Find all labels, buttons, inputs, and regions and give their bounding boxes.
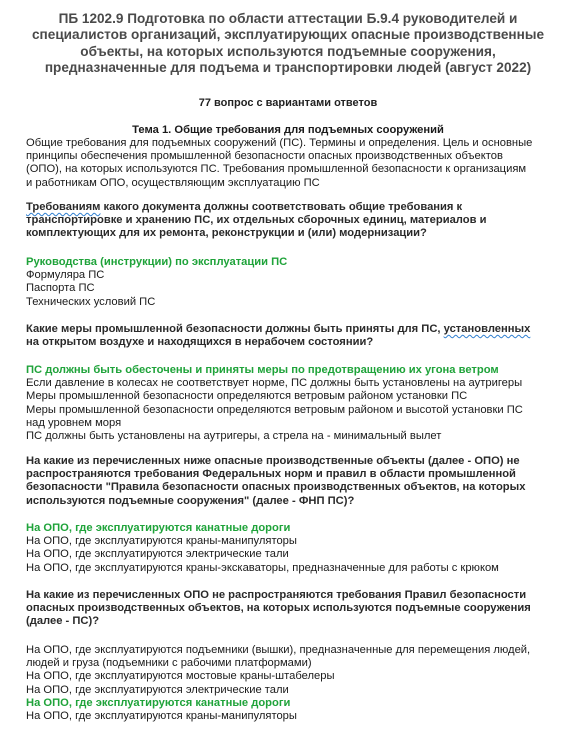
answer-option: Меры промышленной безопасности определяются ветровым районом и высотой установки ПС: [26, 403, 523, 416]
answer-option: людей и груза (подъемники с рабочими платформами): [26, 657, 312, 670]
answers-3: [26, 522, 562, 575]
answer-option: Паспорта ПС: [26, 282, 95, 295]
topic-line: Общие требования для подъемных сооружений (ПС). Термины и определения. Цель и основные: [26, 137, 533, 149]
topic-heading: Тема 1. Общие требования для подъемных сооружений: [132, 124, 444, 136]
answer-option: На ОПО, где эксплуатируются подъемники (вышки), предназначенные для перемещения людей,: [26, 644, 531, 656]
question-4: [26, 589, 562, 629]
question-1: [26, 201, 562, 241]
answer-option: На ОПО, где эксплуатируются электрические тали: [26, 683, 289, 696]
document-subtitle: 77 вопрос с вариантами ответов: [198, 97, 378, 109]
answers-2: [26, 364, 562, 443]
answer-option: над уровнем моря: [26, 416, 122, 429]
answer-option: На ОПО, где эксплуатируются краны-экскаваторы, предназначенные для работы с крюком: [26, 561, 499, 574]
question-text: безопасности "Правила безопасности опасных производственных объектов, на которых: [26, 481, 526, 494]
question-text: Какие меры промышленной безопасности должны быть приняты для ПС, установленных: [26, 323, 531, 335]
question-text: На какие из перечисленных ниже опасные производственные объекты (далее - ОПО) не: [26, 455, 520, 467]
answer-option: На ОПО, где эксплуатируются краны-манипуляторы: [26, 710, 297, 723]
correct-answer: На ОПО, где эксплуатируются канатные дороги: [26, 696, 291, 709]
question-text: Требованиям какого документа должны соответствовать общие требования к: [26, 201, 463, 213]
answer-option: Если давление в колесах не соответствует норме, ПС должны быть установлены на аутригеры: [26, 377, 523, 390]
question-text: опасных производственных объектов, на которых используются подъемные сооружения: [26, 602, 531, 615]
topic-line: (ОПО), на которых используются ПС. Требования промышленной безопасности к организациям: [26, 163, 527, 176]
question-text: (далее - ПС)?: [26, 615, 100, 628]
question-3: [26, 455, 562, 508]
answer-option: Формуляра ПС: [26, 269, 105, 282]
answer-option: На ОПО, где эксплуатируются мостовые краны-штабелеры: [26, 670, 335, 683]
question-text: комплектующих для их ремонта, реконструкции и (или) модернизации?: [26, 227, 427, 240]
topic-line: и работникам ОПО, осуществляющим эксплуатацию ПС: [26, 176, 320, 189]
answer-option: ПС должны быть установлены на аутригеры, а стрела на - минимальный вылет: [26, 430, 442, 443]
spellcheck-word: установленных: [443, 323, 531, 335]
topic-description: [26, 137, 562, 190]
answer-option: На ОПО, где эксплуатируются краны-манипуляторы: [26, 535, 297, 548]
answer-option: На ОПО, где эксплуатируются электрические тали: [26, 548, 289, 561]
question-text: транспортировке и хранению ПС, их отдельных сборочных единиц, материалов и: [26, 214, 487, 227]
answer-option: Меры промышленной безопасности определяются ветровым районом установки ПС: [26, 390, 468, 403]
topic-line: принципы обеспечения промышленной безопасности опасных производственных объектов: [26, 150, 503, 163]
answers-4: [26, 644, 562, 723]
answers-1: [26, 256, 562, 309]
correct-answer: ПС должны быть обесточены и приняты меры по предотвращению их угона ветром: [26, 364, 499, 376]
correct-answer: На ОПО, где эксплуатируются канатные дороги: [26, 522, 291, 534]
question-text: На какие из перечисленных ОПО не распространяются требования Правил безопасности: [26, 589, 527, 601]
spellcheck-word: Требованиям: [26, 201, 101, 213]
answer-option: Технических условий ПС: [26, 295, 156, 308]
question-2: [26, 323, 562, 349]
question-text: распространяются требования Федеральных норм и правил в области промышленной: [26, 468, 516, 481]
correct-answer: Руководства (инструкции) по эксплуатации ПС: [26, 256, 288, 268]
question-text: используются подъемные сооружения" (далее - ФНП ПС)?: [26, 494, 355, 507]
document-title: ПБ 1202.9 Подготовка по области аттестации Б.9.4 руководителей и специалистов организаций, эксплуатирующих опасные производственные объекты, на которых используются подъемные сооружения, предназначенные для подъема и транспортировки людей (август 2022): [31, 11, 545, 75]
question-text: на открытом воздухе и находящихся в нерабочем состоянии?: [26, 336, 374, 349]
